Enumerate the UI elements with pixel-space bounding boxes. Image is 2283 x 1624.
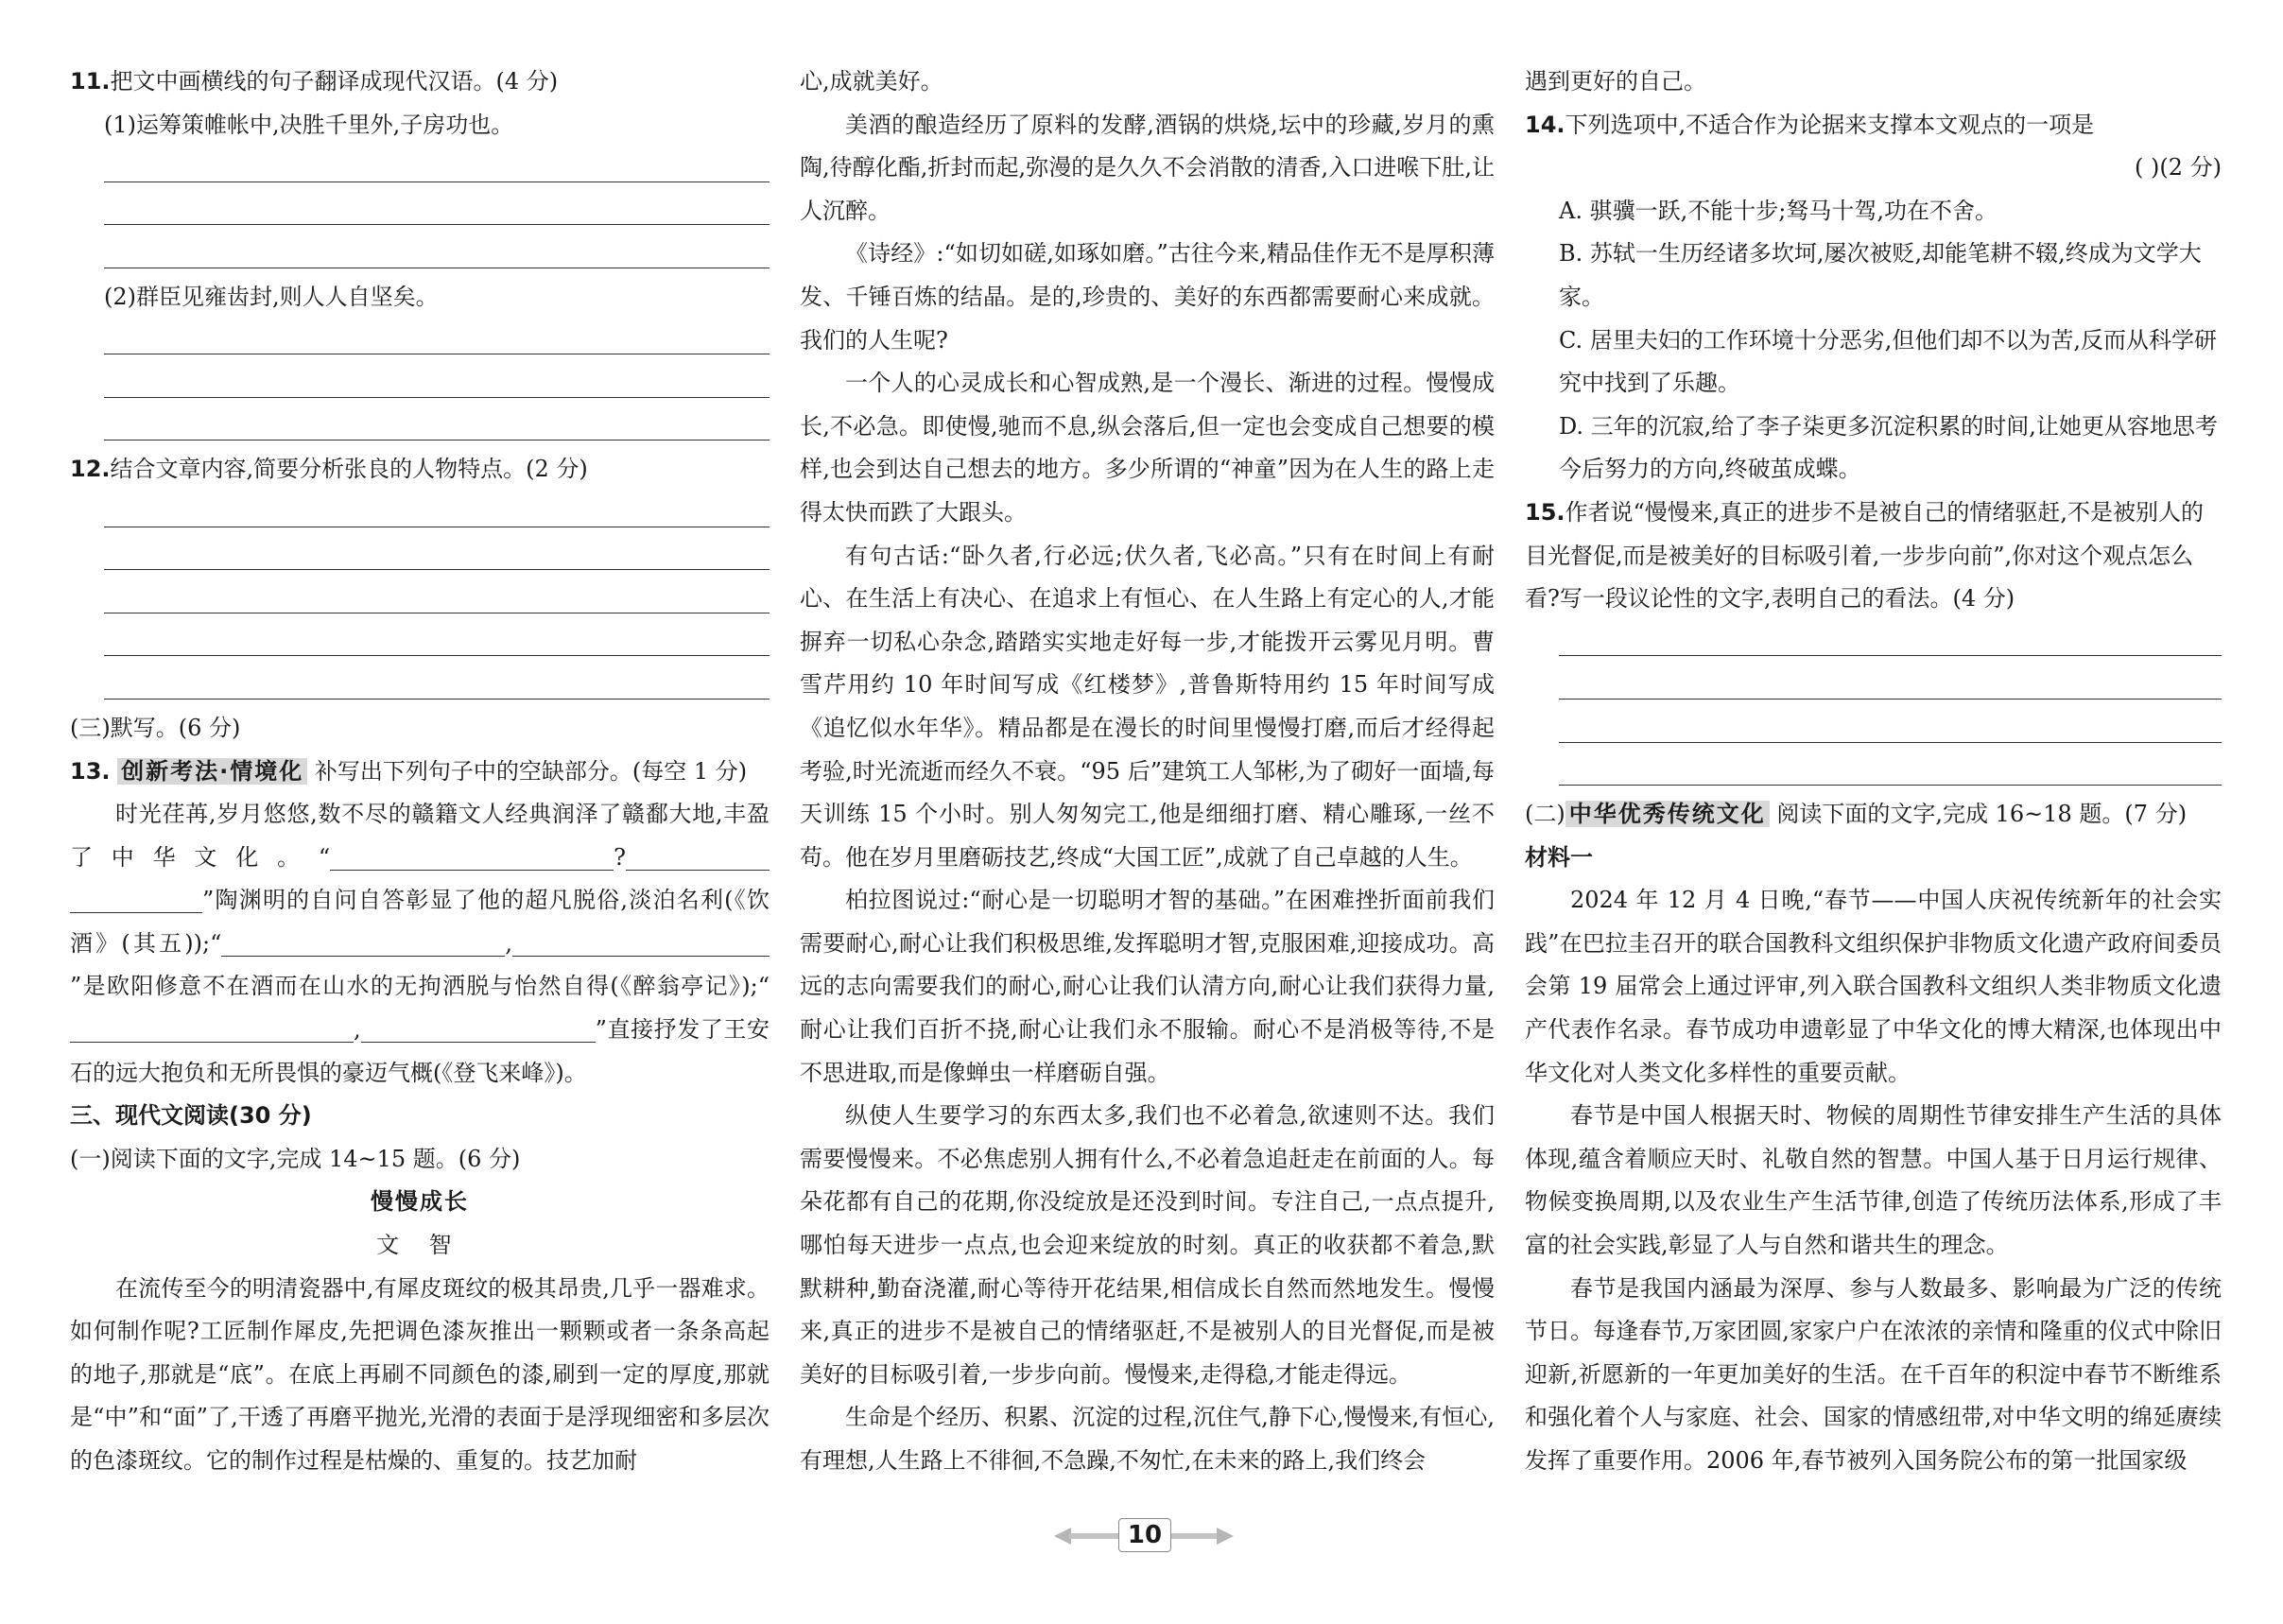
answer-paren[interactable]: ( )(2 分): [2135, 154, 2222, 181]
arrow-right-icon: [1217, 1528, 1234, 1545]
question-13: 13. 创新考法·情境化 补写出下列句子中的空缺部分。(每空 1 分): [70, 757, 748, 785]
fill-blank[interactable]: [675, 931, 770, 957]
material-paragraph: 2024 年 12 月 4 日晚,“春节——中国人庆祝传统新年的社会实践”在巴拉圭召开的联合国教科文组织保护非物质文化遗产政府间委员会第 19 届常会上通过评审,列入联合国教科文组织人类非物质文化遗产代表作名录。春节成功申遗彰显了中华文化的博大精深,也体现出中华文化对人类文化多样性的重要贡献。: [1525, 887, 2222, 1086]
material-paragraph: 春节是我国内涵最为深厚、参与人数最多、影响最为广泛的传统节日。每逢春节,万家团圆,家家户户在浓浓的亲情和隆重的仪式中除旧迎新,祈愿新的一年更加美好的生活。在千百年的积淀中春节不断维系和强化着个人与家庭、社会、国家的情感纽带,对中华文明的绵延赓续发挥了重要作用。2006 年,春节被列入国务院公布的第一批国家级: [1525, 1274, 2222, 1474]
article-paragraph: 生命是个经历、积累、沉淀的过程,沉住气,静下心,慢慢来,有恒心,有理想,人生路上不徘徊,不急躁,不匆忙,在未来的路上,我们终会: [800, 1404, 1495, 1474]
answer-line[interactable]: [1559, 621, 2222, 665]
question-12: 12.结合文章内容,简要分析张良的人物特点。(2 分): [70, 456, 588, 483]
answer-line[interactable]: [104, 362, 770, 406]
answer-line[interactable]: [1559, 707, 2222, 751]
article-paragraph: 有句古话:“卧久者,行必远;伏久者,飞必高。”只有在时间上有耐心、在生活上有决心、在追求上有恒心、在人生路上有定心的人,才能摒弃一切私心杂念,踏踏实实地走好每一步,才能拨开云雾见月明。曹雪芹用约 10 年时间写成《红楼梦》,普鲁斯特用约 15 年时间写成《追忆似水年华》。精品都是在漫长的时间里慢慢打磨,而后才经得起考验,时光流逝而经久不衰。“95 后”建筑工人邹彬,为了砌好一面墙,每天训练 15 个小时。别人匆匆完工,他是细细打磨、精心雕琢,一丝不苟。他在岁月里磨砺技艺,终成“大国工匠”,成就了自己卓越的人生。: [800, 542, 1495, 871]
subsection-1: (一)阅读下面的文字,完成 14~15 题。(6 分): [70, 1145, 521, 1172]
section-modern-reading: 三、现代文阅读(30 分): [70, 1102, 312, 1130]
option-c[interactable]: C. 居里夫妇的工作环境十分恶劣,但他们却不以为苦,反而从科学研究中找到了乐趣。: [1559, 326, 2218, 397]
question-13-passage: 时光荏苒,岁月悠悠,数不尽的赣籍文人经典润泽了赣鄱大地,丰盈了中华文化。“ ?”陶渊明的自问自答彰显了他的超凡脱俗,淡泊名利(《饮酒》(其五));“ ,”是欧阳修意不在酒而在山水的无拘洒脱与怡然自得(《醉翁亭记》);“, ”直接抒发了王安石的远大抱负和无所畏惧的豪迈气概(《登飞来峰》)。: [70, 801, 770, 1086]
decor-bar: [1169, 1533, 1219, 1539]
question-11: 11.把文中画横线的句子翻译成现代汉语。(4 分): [70, 68, 559, 95]
answer-line[interactable]: [104, 621, 770, 665]
answer-line[interactable]: [104, 320, 770, 363]
article-paragraph: 在流传至今的明清瓷器中,有犀皮斑纹的极其昂贵,几乎一器难求。如何制作呢?工匠制作犀皮,先把调色漆灰推出一颗颗或者一条条高起的地子,那就是“底”。在底上再刷不同颜色的漆,刷到一定的厚度,那就是“中”和“面”了,干透了再磨平抛光,光滑的表面于是浮现细密和多层次的色漆斑纹。它的制作过程是枯燥的、重复的。技艺加耐: [70, 1274, 770, 1474]
answer-line[interactable]: [104, 492, 770, 535]
answer-line[interactable]: [104, 664, 770, 707]
material-heading: 材料一: [1525, 843, 1593, 871]
page-number: 10: [1118, 1518, 1171, 1552]
article-paragraph: 心,成就美好。: [800, 68, 943, 95]
page-number-badge: [1054, 1518, 1234, 1554]
article-paragraph: 一个人的心灵成长和心智成熟,是一个漫长、渐进的过程。慢慢成长,不必急。即使慢,驰而不息,纵会落后,但一定也会变成自己想要的模样,也会到达自己想去的地方。多少所谓的“神童”因为在人生的路上走得太快而跌了大跟头。: [800, 370, 1495, 526]
answer-line[interactable]: [1559, 664, 2222, 707]
fill-blank[interactable]: [330, 845, 614, 871]
question-11-part-2: (2)群臣见雍齿封,则人人自坚矣。: [104, 283, 439, 310]
option-d[interactable]: D. 三年的沉寂,给了李子柒更多沉淀积累的时间,让她更从容地思考今后努力的方向,终破茧成蝶。: [1559, 412, 2218, 483]
question-15: 15.作者说“慢慢来,真正的进步不是被自己的情绪驱赶,不是被别人的目光督促,而是被美好的目标吸引着,一步步向前”,你对这个观点怎么看?写一段议论性的文字,表明自己的看法。(4 分): [1525, 498, 2205, 613]
fill-blank[interactable]: [361, 1017, 524, 1043]
fill-blank[interactable]: [70, 888, 202, 913]
answer-line[interactable]: [1559, 751, 2222, 794]
decor-bar: [1069, 1533, 1118, 1539]
article-paragraph: 柏拉图说过:“耐心是一切聪明才智的基础。”在困难挫折面前我们需要耐心,耐心让我们积极思维,发挥聪明才智,克服困难,迎接成功。高远的志向需要我们的耐心,耐心让我们认清方向,耐心让我们获得力量,耐心让我们百折不挠,耐心让我们永不服输。耐心不是消极等待,不是不思进取,而是像蝉虫一样磨砺自强。: [800, 887, 1495, 1086]
article-paragraph: 《诗经》:“如切如磋,如琢如磨。”古往今来,精品佳作无不是厚积薄发、千锤百炼的结晶。是的,珍贵的、美好的东西都需要耐心来成就。我们的人生呢?: [800, 240, 1495, 354]
answer-line[interactable]: [104, 147, 770, 190]
fill-blank[interactable]: [512, 931, 675, 957]
fill-blank[interactable]: [70, 1017, 354, 1043]
left-column: [70, 60, 770, 1483]
option-a[interactable]: A. 骐骥一跃,不能十步;驽马十驾,功在不舍。: [1559, 197, 1998, 224]
fill-blank[interactable]: [221, 931, 505, 957]
innovation-tag: 创新考法·情境化: [117, 758, 307, 785]
subsection-2: (二) 中华优秀传统文化 阅读下面的文字,完成 16~18 题。(7 分): [1525, 801, 2188, 828]
answer-line[interactable]: [104, 578, 770, 621]
culture-tag: 中华优秀传统文化: [1565, 801, 1770, 827]
answer-line[interactable]: [104, 190, 770, 233]
fill-blank[interactable]: [524, 1017, 596, 1043]
fill-blank[interactable]: [626, 845, 770, 871]
article-author: 文 智: [376, 1232, 463, 1259]
article-paragraph: 纵使人生要学习的东西太多,我们也不必着急,欲速则不达。我们需要慢慢来。不必焦虑别人拥有什么,不必着急追赶走在前面的人。每朵花都有自己的花期,你没绽放是还没到时间。专注自己,一点点提升,哪怕每天进步一点点,也会迎来绽放的时刻。真正的收获都不着急,默默耕种,勤奋浇灌,耐心等待开花结果,相信成长自然而然地发生。慢慢来,真正的进步不是被自己的情绪驱赶,不是被别人的目光督促,而是被美好的目标吸引着,一步步向前。慢慢来,走得稳,才能走得远。: [800, 1102, 1495, 1388]
right-column: [1525, 60, 2222, 1483]
question-14: 14.下列选项中,不适合作为论据来支撑本文观点的一项是: [1525, 111, 2095, 138]
answer-line[interactable]: [104, 406, 770, 449]
answer-line[interactable]: [104, 535, 770, 579]
article-paragraph: 美酒的酿造经历了原料的发酵,酒锅的烘烧,坛中的珍藏,岁月的熏陶,待醇化酯,折封而起,弥漫的是久久不会消散的清香,入口进喉下肚,让人沉醉。: [800, 111, 1495, 224]
middle-column: [800, 60, 1495, 1483]
question-11-part-1: (1)运筹策帷帐中,决胜千里外,子房功也。: [104, 111, 514, 138]
material-paragraph: 春节是中国人根据天时、物候的周期性节律安排生产生活的具体体现,蕴含着顺应天时、礼敬自然的智慧。中国人基于日月运行规律、物候变换周期,以及农业生产生活节律,创造了传统历法体系,形成了丰富的社会实践,彰显了人与自然和谐共生的理念。: [1525, 1102, 2222, 1259]
option-b[interactable]: B. 苏轼一生历经诸多坎坷,屡次被贬,却能笔耕不辍,终成为文学大家。: [1559, 240, 2202, 310]
article-paragraph: 遇到更好的自己。: [1525, 68, 1706, 95]
section-dictation: (三)默写。(6 分): [70, 714, 241, 741]
answer-line[interactable]: [104, 233, 770, 276]
article-title: 慢慢成长: [371, 1188, 469, 1216]
